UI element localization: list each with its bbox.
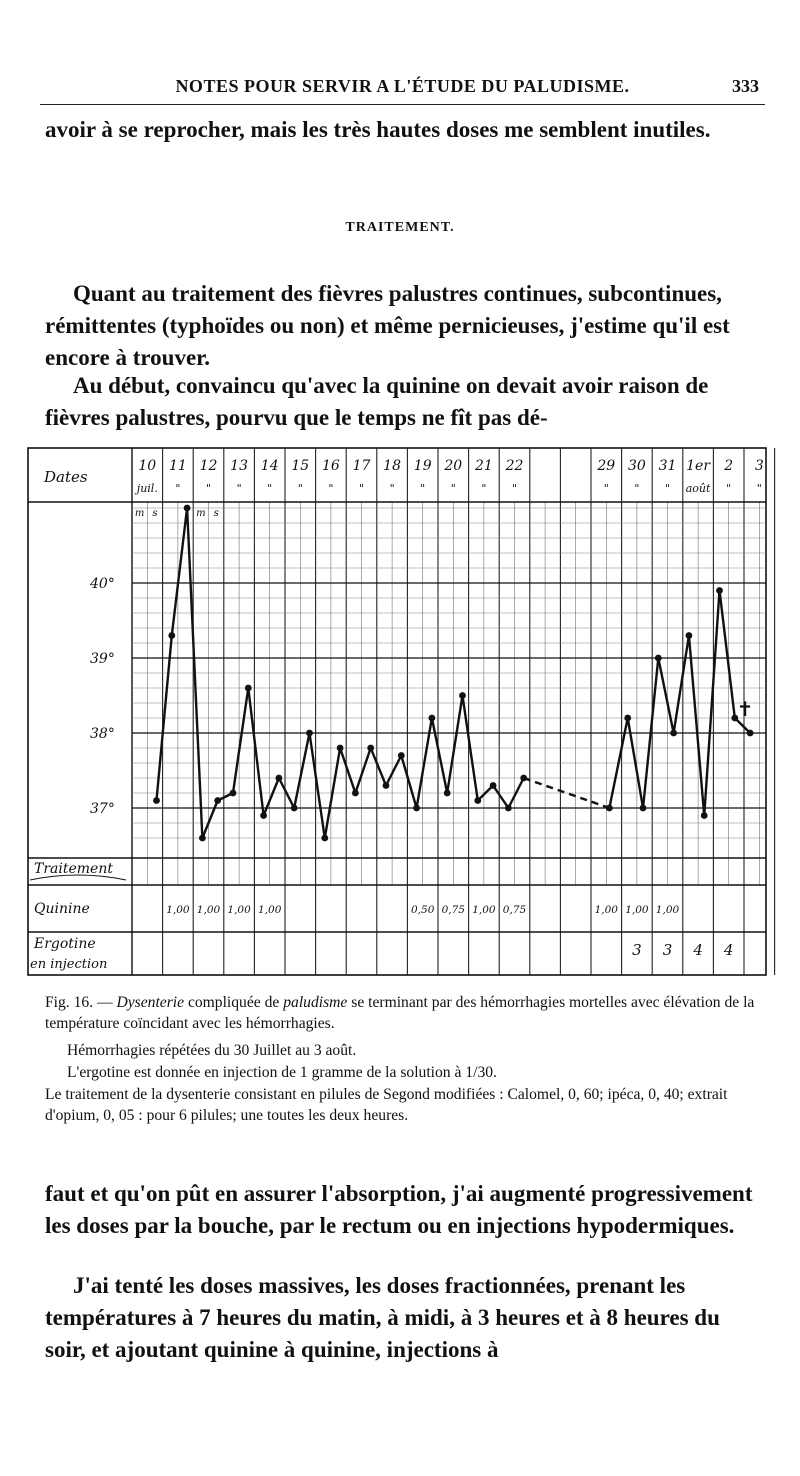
chart-date-headers <box>134 458 764 519</box>
month-label: " <box>664 482 671 495</box>
quinine-dose: 1,00 <box>227 904 251 916</box>
month-label: " <box>267 482 273 495</box>
series-segment <box>386 756 401 786</box>
series-segment <box>371 748 386 786</box>
data-point <box>321 835 328 842</box>
caption-line-4: Le traitement de la dysenterie consistant en pilules de Segond modifiées : Calomel, 0, 60; ipéca, 0, 40; extrait d'opium, 0, 05 : pour 6 pilules; une toutes les deux heures. <box>45 1086 728 1124</box>
month-label: " <box>634 482 640 495</box>
data-point <box>352 790 359 797</box>
data-point <box>490 782 497 789</box>
data-point <box>199 835 206 842</box>
series-segment <box>340 748 355 793</box>
month-label: " <box>205 482 212 495</box>
chart-grid <box>28 448 775 975</box>
data-point <box>291 805 298 812</box>
data-point <box>214 797 221 804</box>
series-segment <box>689 636 704 816</box>
y-tick-label: 38° <box>90 726 115 742</box>
month-label: " <box>175 482 181 495</box>
figure-caption <box>45 992 757 1034</box>
section-heading: TRAITEMENT. <box>345 220 455 235</box>
quinine-dose: 0,75 <box>441 904 465 916</box>
data-point <box>474 797 481 804</box>
caption-part3: paludisme <box>283 994 348 1011</box>
data-point <box>168 632 175 639</box>
series-segment <box>172 508 187 636</box>
month-label: " <box>726 482 732 495</box>
data-point <box>337 745 344 752</box>
date-label: 2 <box>724 458 734 474</box>
caption-part4: se terminant par des hémorrhagies mortelles avec élévation de la température coïncidant avec les hémorrhagies. <box>45 994 755 1032</box>
paragraph-2: Quant au traitement des fièvres palustres continues, subcontinues, rémittentes (typhoïdes ou non) et même pernicieuses, j'estime qu'il est encore à trouver. <box>45 281 730 370</box>
quinine-dose: 1,00 <box>166 904 190 916</box>
row-label-ergotine: Ergotine <box>34 936 96 952</box>
data-point <box>505 805 512 812</box>
data-point <box>670 730 677 737</box>
month-label: " <box>236 482 242 495</box>
date-label: 14 <box>260 458 279 474</box>
series-segment <box>720 591 735 719</box>
series-segment <box>493 786 508 809</box>
data-point <box>428 715 435 722</box>
data-point <box>655 655 662 662</box>
quinine-dose: 1,00 <box>196 904 221 916</box>
data-point <box>230 790 237 797</box>
chart-frame <box>28 448 766 975</box>
series-segment <box>202 801 217 839</box>
ergotine-dose: 4 <box>693 941 703 959</box>
date-label: 15 <box>291 458 310 474</box>
soir-label: s <box>213 508 219 519</box>
row-label-quinine: Quinine <box>34 901 90 917</box>
paragraph-4: faut et qu'on pût en assurer l'absorption, j'ai augmenté progressivement les doses par la bouche, par le rectum ou en injections hypodermiques. <box>45 1181 753 1238</box>
caption-line-2: Hémorrhagies répétées du 30 Juillet au 3 août. <box>67 1042 357 1059</box>
data-point <box>459 692 466 699</box>
date-label: 30 <box>627 458 646 474</box>
series-segment <box>355 748 370 793</box>
date-label: 3 <box>754 458 764 474</box>
quinine-dose: 1,00 <box>594 904 618 916</box>
series-segment <box>447 696 462 794</box>
paragraph-3: Au début, convaincu qu'avec la quinine on devait avoir raison de fièvres palustres, pourvu que le temps ne fît pas dé- <box>45 373 709 430</box>
data-point <box>606 805 613 812</box>
matin-label: m <box>134 508 145 519</box>
series-segment <box>309 733 324 838</box>
data-point <box>383 782 390 789</box>
date-label: 10 <box>138 458 157 474</box>
month-label: juil. <box>136 482 158 495</box>
month-label: " <box>603 482 609 495</box>
date-label: 20 <box>444 458 463 474</box>
date-label: 19 <box>413 458 432 474</box>
date-label: 1er <box>686 458 711 474</box>
data-point <box>686 632 693 639</box>
data-point <box>398 752 405 759</box>
series-segment <box>233 688 248 793</box>
month-label: août <box>685 482 711 495</box>
date-label: 17 <box>352 458 371 474</box>
month-label: " <box>511 482 518 495</box>
data-point <box>624 715 631 722</box>
month-label: " <box>358 482 365 495</box>
row-label-traitement: Traitement <box>34 861 113 877</box>
ergotine-dose: 4 <box>723 941 734 959</box>
chart-y-ticks <box>89 576 115 817</box>
month-label: " <box>450 482 456 495</box>
row-label-injection: en injection <box>30 957 108 972</box>
data-point <box>520 775 527 782</box>
row-label-dates: Dates <box>44 468 88 486</box>
data-point <box>716 587 723 594</box>
quinine-dose: 0,75 <box>502 904 527 916</box>
y-tick-label: 40° <box>90 576 115 592</box>
chart-row-labels <box>30 468 126 972</box>
date-label: 21 <box>474 458 493 474</box>
series-segment <box>432 718 447 793</box>
date-label: 22 <box>505 458 524 474</box>
soir-label: s <box>152 508 158 519</box>
caption-part1: Dysenterie <box>116 994 185 1011</box>
series-segment <box>401 756 416 809</box>
data-point <box>640 805 647 812</box>
ergotine-dose: 3 <box>632 941 642 959</box>
running-title: NOTES POUR SERVIR A L'ÉTUDE DU PALUDISME. <box>175 76 630 96</box>
month-label: " <box>297 482 303 495</box>
data-point <box>413 805 420 812</box>
quinine-dose: 1,00 <box>655 904 680 916</box>
data-point <box>275 775 282 782</box>
quinine-dose: 1,00 <box>472 904 496 916</box>
data-point <box>153 797 160 804</box>
caption-dash: — <box>97 994 113 1011</box>
data-point <box>306 730 313 737</box>
series-segment <box>264 778 279 816</box>
month-label: " <box>389 482 395 495</box>
date-label: 18 <box>383 458 402 474</box>
quinine-dose: 1,00 <box>258 904 282 916</box>
date-label: 12 <box>199 458 218 474</box>
quinine-dose: 1,00 <box>625 904 649 916</box>
date-label: 16 <box>321 458 340 474</box>
paragraph-5: J'ai tenté les doses massives, les doses fractionnées, prenant les températures à 7 heures du matin, à midi, à 3 heures et à 8 heures du soir, et ajoutant quinine à quinine, injections à <box>45 1273 720 1362</box>
month-label: " <box>328 482 334 495</box>
data-point <box>245 685 252 692</box>
ergotine-dose: 3 <box>662 941 673 959</box>
month-label: " <box>420 482 426 495</box>
y-tick-label: 37° <box>90 801 115 817</box>
data-point <box>184 505 191 512</box>
paragraph-1: avoir à se reprocher, mais les très hautes doses me semblent inutiles. <box>45 117 711 142</box>
death-cross-mark: ✝ <box>736 697 754 721</box>
data-point <box>260 812 267 819</box>
data-point <box>367 745 374 752</box>
date-label: 29 <box>597 458 616 474</box>
month-label: " <box>756 482 762 495</box>
data-point <box>701 812 708 819</box>
y-tick-label: 39° <box>90 651 115 667</box>
data-point <box>444 790 451 797</box>
series-segment <box>248 688 263 816</box>
page-number: 333 <box>732 76 759 96</box>
series-segment <box>658 658 673 733</box>
series-segment <box>674 636 689 734</box>
month-label: " <box>481 482 487 495</box>
caption-line-3: L'ergotine est donnée en injection de 1 gramme de la solution à 1/30. <box>67 1064 497 1081</box>
data-point <box>747 730 754 737</box>
caption-fig-label: Fig. 16. <box>45 994 94 1011</box>
matin-label: m <box>196 508 206 519</box>
series-segment <box>294 733 309 808</box>
date-label: 31 <box>658 458 677 474</box>
quinine-dose: 0,50 <box>411 904 435 916</box>
caption-part2: compliquée de <box>187 994 280 1011</box>
date-label: 11 <box>168 458 187 474</box>
date-label: 13 <box>230 458 249 474</box>
